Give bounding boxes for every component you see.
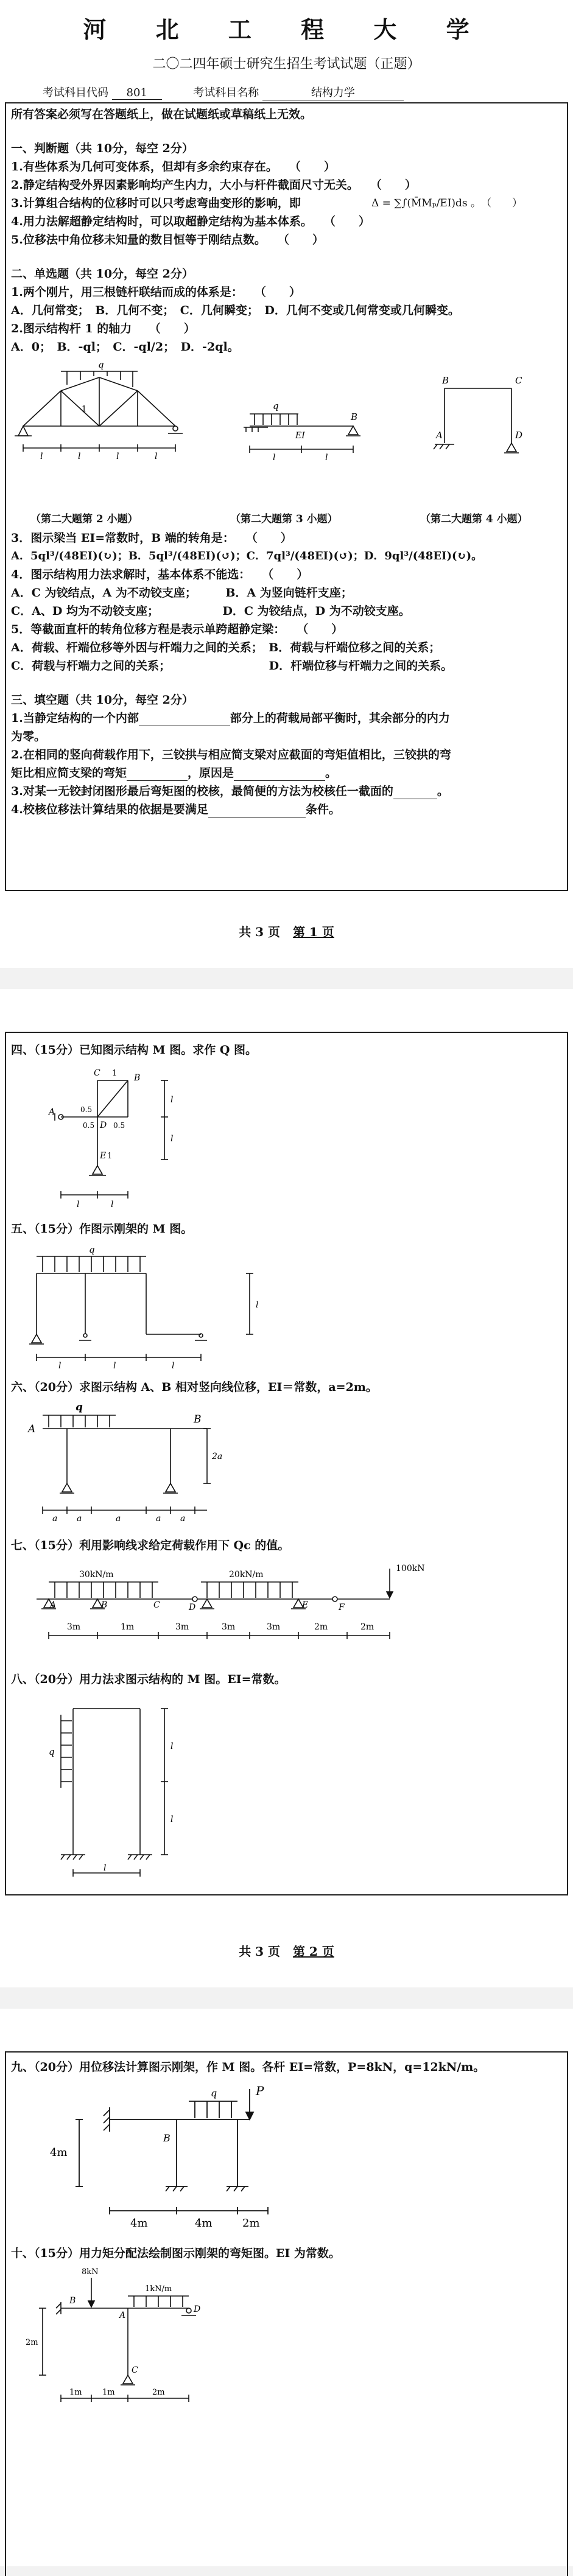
p4-half-2: 0.5: [83, 1121, 95, 1130]
figure-p9: [30, 2083, 286, 2229]
p6-a2: a: [77, 1514, 82, 1524]
section1-title: 一、判断题（共 10分，每空 2分）: [11, 142, 194, 155]
problem-5-title: 五、（15分）作图示刚架的 M 图。: [11, 1222, 193, 1236]
p5-q: q: [89, 1244, 95, 1255]
exam-title: 二〇二四年硕士研究生招生考试试题（正题）: [152, 57, 421, 72]
s2-q2: 2.图示结构杆 1 的轴力 （ ）: [11, 322, 195, 335]
problem-4-title: 四、（15分）已知图示结构 M 图。求作 Q 图。: [11, 1043, 257, 1057]
p7-d: D: [189, 1603, 196, 1612]
question-box-2: [5, 1032, 568, 1895]
p9-p: P: [256, 2084, 264, 2098]
p7-b: B: [101, 1600, 108, 1610]
p8-dim-l1: l: [170, 1741, 174, 1751]
p4-one-top: 1: [112, 1069, 118, 1078]
p7-dim-5: 3m: [267, 1622, 281, 1632]
frame-d-label: D: [515, 430, 523, 441]
p6-a: A: [28, 1423, 36, 1435]
s1-item-3: 3.计算组合结构的位移时可以只考虑弯曲变形的影响，即: [11, 197, 301, 210]
p10-d: D: [194, 2305, 201, 2314]
s3-q3: 3.对某一无铰封闭图形最后弯矩图的校核，最简便的方法为校核任一截面的 。: [11, 785, 449, 798]
p6-a4: a: [156, 1514, 161, 1524]
p7-load-20: 20kN/m: [229, 1570, 264, 1580]
p5-dim-l-v: l: [256, 1300, 259, 1310]
exam-page-2: [0, 989, 573, 1987]
blank-5: [208, 802, 306, 817]
p9-b: B: [163, 2132, 170, 2144]
figure-p5: [18, 1243, 311, 1371]
p10-a: A: [119, 2311, 126, 2320]
p5-dim-l2: l: [113, 1361, 116, 1371]
p4-c: C: [94, 1068, 100, 1078]
fig-cap-3: （第二大题第 4 小题）: [420, 513, 528, 525]
p5-dim-l3: l: [172, 1361, 175, 1371]
truss-q-label: q: [98, 359, 104, 370]
p6-a1: a: [52, 1514, 58, 1524]
figure-p7: [18, 1556, 457, 1666]
s1-item-5: 5.位移法中角位移未知量的数目恒等于刚结点数。 （ ）: [11, 233, 324, 247]
beam-b-label: B: [351, 411, 358, 422]
p10-dim-1m-1: 1m: [69, 2388, 82, 2397]
section2-title: 二、单选题（共 10分，每空 2分）: [11, 267, 194, 281]
truss-dim-l2: l: [78, 452, 81, 461]
p7-load-30: 30kN/m: [79, 1570, 114, 1580]
exam-meta: [43, 84, 404, 100]
p9-dim-4m-2: 4m: [195, 2217, 213, 2230]
s1-item-1: 1.有些体系为几何可变体系，但却有多余约束存在。 （ ）: [11, 160, 336, 173]
p7-f: F: [339, 1603, 345, 1612]
frame-b-label: B: [442, 375, 449, 386]
p7-load-100: 100kN: [396, 1564, 425, 1573]
frame-c-label: C: [515, 375, 522, 386]
truss-dim-l4: l: [155, 452, 158, 461]
p4-dim-l2: l: [170, 1134, 174, 1144]
question-box-3: [5, 2051, 568, 2576]
p4-dim-l3: l: [77, 1200, 80, 1209]
s1-formula: Δ = ∑∫(M̄Mₚ/EI)ds 。 （ ）: [371, 197, 523, 209]
s3-q2: 2.在相同的竖向荷载作用下，三铰拱与相应简支梁对应截面的弯矩值相比，三铰拱的弯: [11, 748, 451, 761]
p8-dim-l3: l: [104, 1863, 107, 1873]
notice: 所有答案必须写在答题纸上，做在试题纸或草稿纸上无效。: [11, 108, 312, 121]
p8-dim-l2: l: [170, 1815, 174, 1824]
code-label: 考试科目代码: [43, 86, 108, 99]
p10-c: C: [132, 2365, 138, 2375]
p4-one-bottom: 1: [107, 1152, 113, 1161]
beam-q-label: q: [273, 401, 279, 411]
s3-q4: 4.校核位移法计算结果的依据是要满足 条件。: [11, 803, 340, 816]
p7-c: C: [153, 1600, 160, 1610]
figure-p8: [24, 1690, 231, 1885]
p6-2a: 2a: [212, 1452, 223, 1461]
p7-dim-6: 2m: [314, 1622, 328, 1632]
s2-q3: 3．图示梁当 EI=常数时，B 端的转角是： （ ）: [11, 531, 292, 545]
s3-q2-cont: 矩比相应简支梁的弯矩 ，原因是 。: [11, 766, 337, 780]
p6-a3: a: [116, 1514, 121, 1524]
problem-9-title: 九、（20分）用位移法计算图示刚架，作 M 图。各杆 EI=常数，P=8kN，q=12kN/m。: [11, 2060, 485, 2074]
s2-q5-options-2: C．荷载与杆端力之间的关系； D．杆端位移与杆端力之间的关系。: [11, 659, 453, 673]
blank-4: [393, 784, 437, 799]
p9-dim-2m: 2m: [242, 2217, 260, 2230]
exam-page-1: [0, 0, 573, 968]
p9-dim-4m-1: 4m: [130, 2217, 148, 2230]
figure-truss: [11, 359, 200, 475]
p7-a: A: [50, 1600, 57, 1610]
problem-6-title: 六、（20分）求图示结构 A、B 相对竖向线位移，EI＝常数，a=2m。: [11, 1381, 378, 1394]
p9-q: q: [211, 2087, 217, 2099]
fig-cap-1: （第二大题第 2 小题）: [30, 513, 138, 525]
question-box-1: [5, 102, 568, 891]
s3-q1: 1.当静定结构的一个内部 部分上的荷载局部平衡时，其余部分的内力: [11, 712, 450, 725]
s2-q5-options-1: A．荷载、杆端位移等外因与杆端力之间的关系； B．荷载与杆端位移之间的关系；: [11, 641, 441, 654]
figure-p6: [24, 1398, 231, 1526]
p6-q: q: [76, 1401, 83, 1413]
s2-q2-options: A．0； B．-ql； C．-ql/2； D．-2ql。: [11, 340, 239, 354]
page-footer-2: 共 3 页 第 2 页: [239, 1944, 334, 1959]
p4-half-3: 0.5: [113, 1121, 125, 1130]
s3-q1-cont: 为零。: [11, 730, 46, 743]
fig-cap-2: （第二大题第 3 小题）: [230, 513, 338, 525]
blank-2: [127, 766, 188, 781]
s2-q4-options-1: A．C 为铰结点，A 为不动铰支座； B．A 为竖向链杆支座；: [11, 586, 353, 600]
s1-item-2: 2.静定结构受外界因素影响均产生内力，大小与杆件截面尺寸无关。 （ ）: [11, 178, 417, 192]
truss-member-label: 1: [82, 405, 87, 414]
s2-q4: 4．图示结构用力法求解时，基本体系不能选： （ ）: [11, 568, 309, 581]
p6-b: B: [194, 1413, 202, 1426]
code-value: 801: [112, 86, 162, 100]
beam-dim-l2: l: [325, 453, 328, 463]
problem-8-title: 八、（20分）用力法求图示结构的 M 图。EI=常数。: [11, 1673, 286, 1686]
p5-dim-l1: l: [58, 1361, 62, 1371]
p10-b: B: [69, 2296, 76, 2306]
problem-7-title: 七、（15分）利用影响线求给定荷载作用下 Qc 的值。: [11, 1539, 290, 1552]
p8-q: q: [49, 1746, 55, 1757]
school-name: 河 北 工 程 大 学: [83, 16, 490, 43]
p10-load-8: 8kN: [82, 2267, 99, 2277]
name-value: 结构力学: [262, 84, 404, 100]
s2-q1: 1.两个刚片，用三根链杆联结而成的体系是： （ ）: [11, 285, 301, 299]
p10-load-1: 1kN/m: [145, 2284, 172, 2294]
figure-p4: [24, 1062, 231, 1214]
p4-dim-l1: l: [170, 1095, 174, 1105]
frame-a-label: A: [436, 430, 443, 441]
blank-3: [234, 766, 325, 781]
s2-q3-options: A．5ql³/(48EI)(↻)；B．5ql³/(48EI)(↺)；C．7ql³/(48EI)(↺)；D．9ql³/(48EI)(↻)。: [11, 550, 483, 562]
p4-a: A: [49, 1107, 55, 1117]
p4-dim-l4: l: [111, 1200, 114, 1209]
p9-dim-4m-v: 4m: [50, 2146, 68, 2159]
blank-1: [139, 711, 230, 726]
beam-dim-l1: l: [273, 453, 276, 463]
section3-title: 三、填空题（共 10分，每空 2分）: [11, 693, 194, 707]
truss-dim-l1: l: [40, 452, 43, 461]
p10-dim-2m-v: 2m: [26, 2338, 38, 2347]
p7-dim-2: 1m: [121, 1622, 135, 1632]
figure-p10: [24, 2266, 231, 2412]
exam-page-3: [0, 2009, 573, 2566]
p4-half-1: 0.5: [80, 1105, 93, 1114]
p7-dim-4: 3m: [222, 1622, 236, 1632]
p4-b: B: [134, 1073, 141, 1083]
p6-a5: a: [180, 1514, 186, 1524]
s1-item-4: 4.用力法解超静定结构时，可以取超静定结构为基本体系。 （ ）: [11, 215, 370, 228]
page-footer-1: 共 3 页 第 1 页: [239, 925, 334, 939]
name-label: 考试科目名称: [193, 86, 259, 99]
p7-dim-1: 3m: [67, 1622, 81, 1632]
beam-ei-label: EI: [295, 431, 305, 441]
figure-beam-q3: [225, 390, 371, 469]
p7-dim-3: 3m: [175, 1622, 189, 1632]
problem-10-title: 十、（15分）用力矩分配法绘制图示刚架的弯矩图。EI 为常数。: [11, 2247, 340, 2260]
s2-q5: 5．等截面直杆的转角位移方程是表示单跨超静定梁： （ ）: [11, 623, 343, 636]
p7-e: E: [302, 1600, 309, 1610]
p10-dim-2m: 2m: [152, 2388, 165, 2397]
s2-q1-options: A．几何常变； B．几何不变； C．几何瞬变； D．几何不变或几何常变或几何瞬变。: [11, 304, 460, 317]
p7-dim-7: 2m: [360, 1622, 374, 1632]
p4-d: D: [100, 1121, 107, 1130]
p10-dim-1m-2: 1m: [102, 2388, 115, 2397]
p4-e: E: [100, 1151, 107, 1161]
s2-q4-options-2: C．A、D 均为不动铰支座； D．C 为铰结点，D 为不动铰支座。: [11, 604, 410, 618]
truss-dim-l3: l: [116, 452, 119, 461]
figure-frame-q4: [408, 371, 554, 469]
